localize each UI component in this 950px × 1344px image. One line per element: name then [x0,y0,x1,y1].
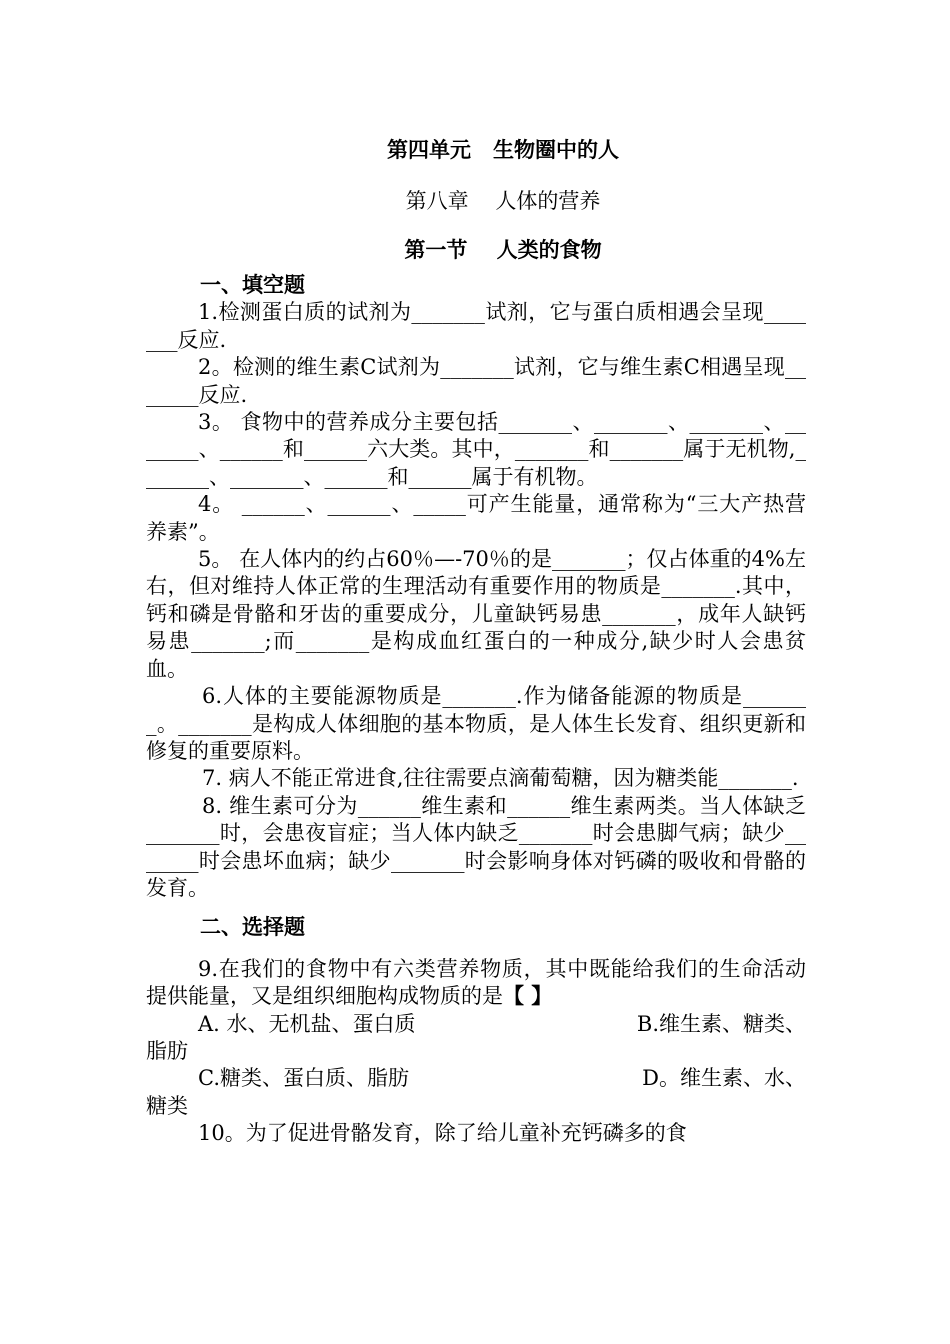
question-8: 8. 维生素可分为______维生素和______维生素两类。当人体缺乏_______时，会患夜盲症；当人体内缺乏_______时会患脚气病；缺少_______时会患坏血病；缺少_______时会影响身体对钙磷的吸收和骨骼的发育。 [146,793,806,900]
question-2: 2。检测的维生素C试剂为_______试剂，它与维生素C相遇呈现_______反应. [146,355,806,407]
question-5: 5。 在人体内的约占60％—-70％的是_______；仅占体重的4%左右，但对维持人体正常的生理活动有重要作用的物质是_______.其中，钙和磷是骨骼和牙齿的重要成分，儿童缺钙易患_______，成年人缺钙易患_______;而_______是构成血红蛋白的一种成分,缺少时人会患贫血。 [146,547,806,681]
multiple-choice-heading: 二、选择题 [200,915,305,940]
question-3: 3。 食物中的营养成分主要包括_______、_______、_______、_______、______和______六大类。其中，_______和_______属于无机物,_______、_______、______和______属于有机物。 [146,410,806,489]
answer-bracket: 【 】 [503,984,553,1009]
section-title: 第一节 人类的食物 [404,238,602,262]
question-4: 4。 ______、______、_____可产生能量，通常称为“三大产热营养素”。 [146,492,806,544]
option-b-continued: 脂肪 [146,1038,188,1063]
question-10: 10。为了促进骨骼发育，除了给儿童补充钙磷多的食 [198,1121,687,1146]
options-row-1 [146,1011,806,1038]
chapter-title: 第八章 人体的营养 [405,189,601,213]
option-d-continued: 糖类 [146,1093,188,1118]
unit-title: 第四单元 生物圈中的人 [387,138,619,162]
option-d: D。维生素、水、 [642,1066,806,1091]
fill-in-blank-heading: 一、填空题 [200,273,305,297]
worksheet-body [146,272,806,1148]
option-b: B.维生素、糖类、 [636,1011,806,1036]
question-1: 1.检测蛋白质的试剂为_______试剂，它与蛋白质相遇会呈现_______反应. [146,300,806,352]
option-c: C.糖类、蛋白质、脂肪 [198,1066,409,1091]
question-6: 6.人体的主要能源物质是_______.作为储备能源的物质是_______。_______是构成人体细胞的基本物质，是人体生长发育、组织更新和修复的重要原料。 [146,684,806,763]
question-9 [146,956,806,1011]
option-a: A. 水、无机盐、蛋白质 [198,1011,416,1036]
question-9-text: 9.在我们的食物中有六类营养物质，其中既能给我们的生命活动提供能量，又是组织细胞构成物质的是 [146,956,806,1009]
question-7: 7. 病人不能正常进食,往往需要点滴葡萄糖，因为糖类能_______. [202,766,799,791]
options-row-2 [146,1065,806,1092]
